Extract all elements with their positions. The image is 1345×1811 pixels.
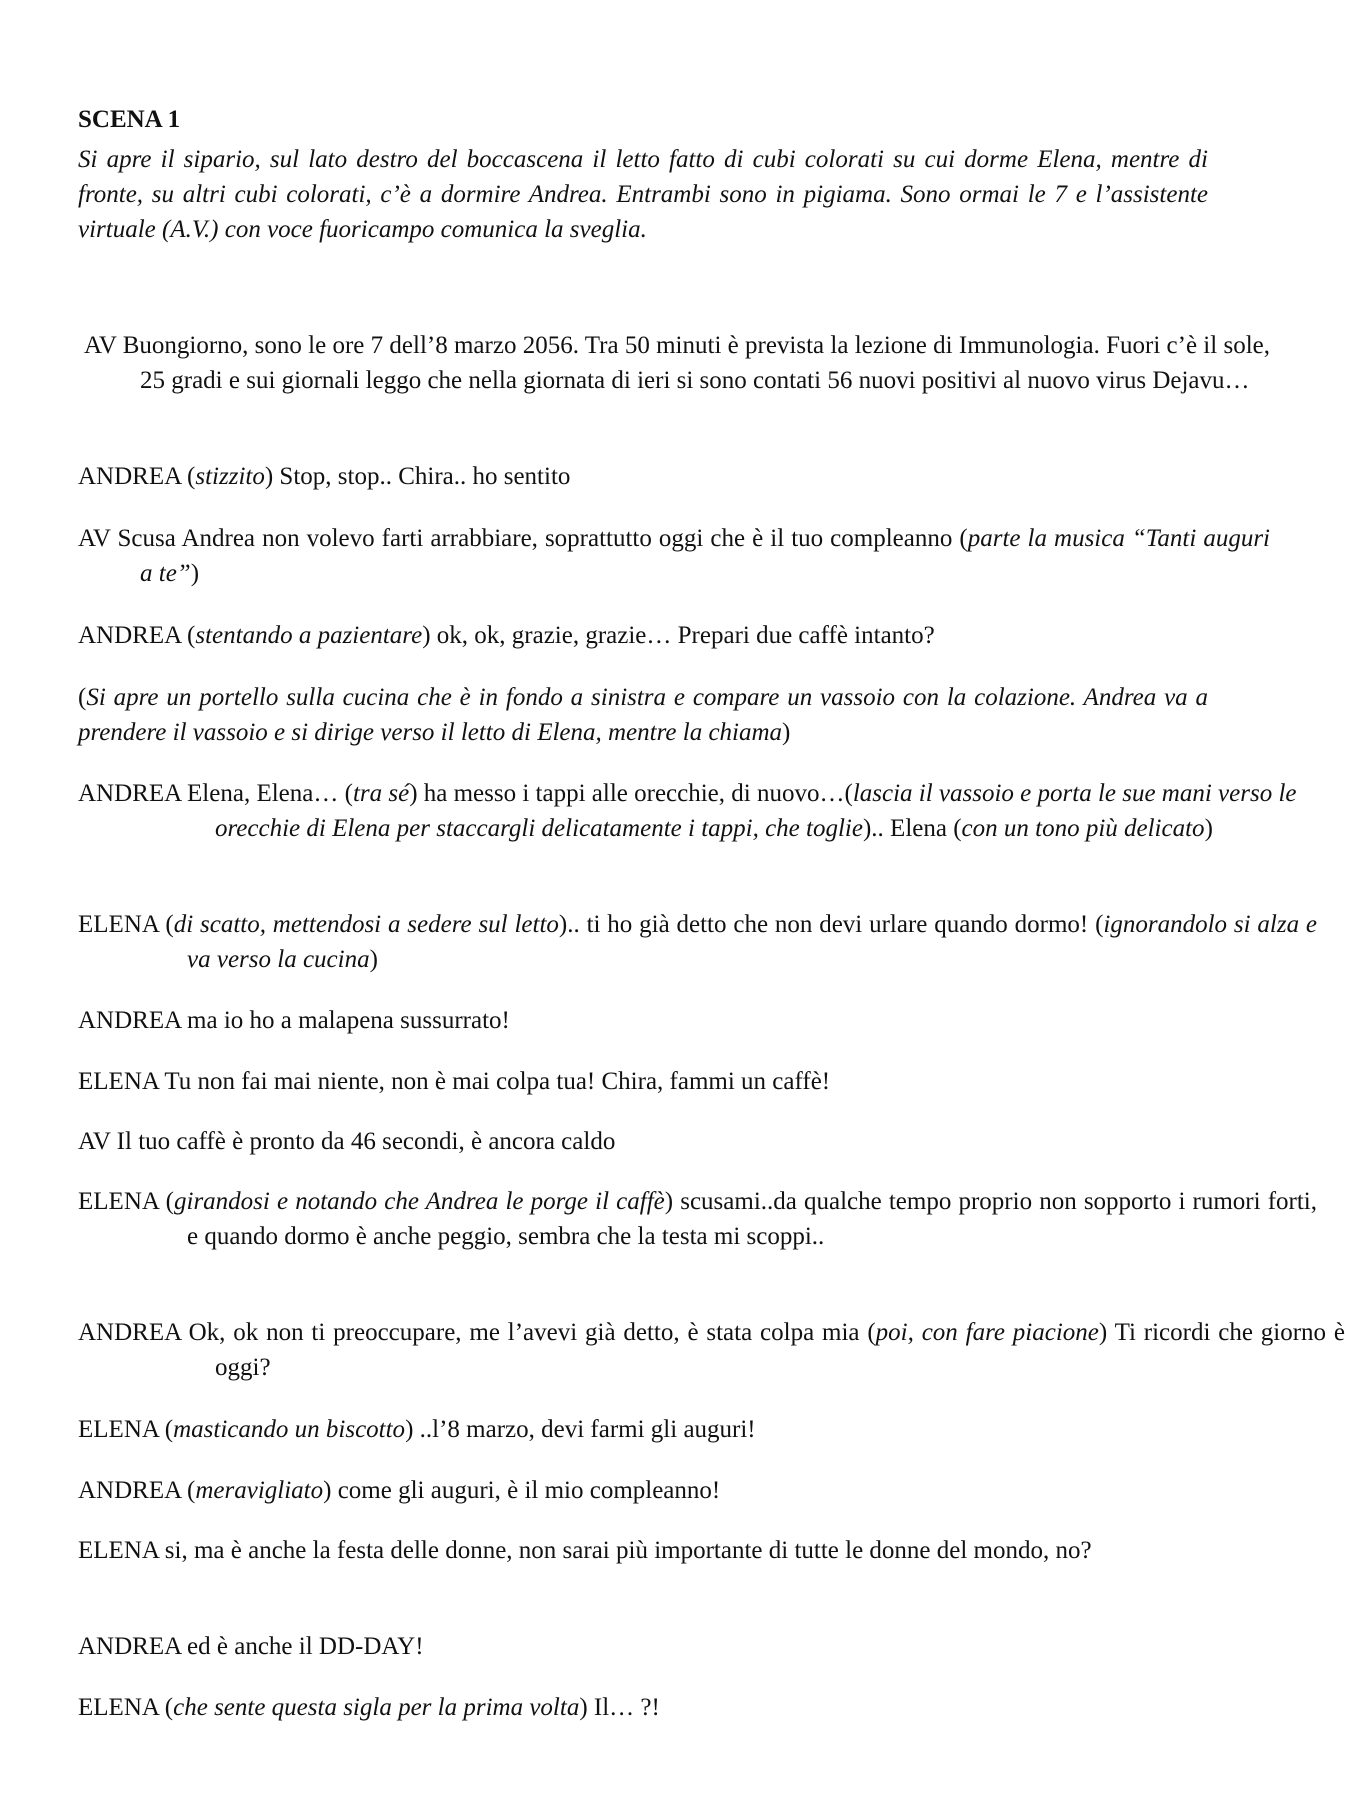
line-text: ANDREA ma io ho a malapena sussurrato! — [78, 1007, 510, 1034]
line-text: ANDREA ( — [78, 1477, 196, 1504]
line-andrea-4 — [78, 1003, 1208, 1038]
stage-direction: lascia il vassoio e porta le sue mani verso le orecchie di Elena per staccargli delicatamente i tappi, che toglie — [215, 780, 1297, 842]
line-text: ELENA ( — [78, 1416, 174, 1443]
stage-direction: poi, con fare piacione — [875, 1319, 1099, 1346]
stage-direction: di scatto, mettendosi a sedere sul letto — [173, 911, 559, 938]
line-text: ) ok, ok, grazie, grazie… Prepari due caffè intanto? — [422, 622, 935, 649]
line-text: AV Scusa Andrea non volevo farti arrabbiare, soprattutto oggi che è il tuo compleanno ( — [78, 525, 968, 552]
stage-direction: con un tono più delicato — [961, 815, 1205, 842]
line-text: ) — [190, 560, 200, 587]
line-text: ) ..l’8 marzo, devi farmi gli auguri! — [405, 1416, 756, 1443]
line-text: AV Buongiorno, sono le ore 7 dell’8 marzo 2056. Tra 50 minuti è prevista la lezione di Immunologia. Fuori c’è il sole, 25 gradi e sui giornali leggo che nella giornata di ieri si sono contati 56 nuovi positivi al nuovo virus Dejavu… — [84, 332, 1270, 394]
line-andrea-5 — [78, 1315, 1345, 1385]
line-text: ANDREA Elena, Elena… ( — [78, 780, 353, 807]
stage-direction: girandosi e notando che Andrea le porge il caffè — [174, 1188, 665, 1215]
line-text: ) come gli auguri, è il mio compleanno! — [323, 1477, 721, 1504]
line-text: ELENA si, ma è anche la festa delle donne, non sarai più importante di tutte le donne del mondo, no? — [78, 1537, 1092, 1564]
line-av-1 — [78, 328, 1270, 398]
line-text: ELENA ( — [78, 911, 174, 938]
line-text: ) Stop, stop.. Chira.. ho sentito — [264, 463, 571, 490]
line-text: ) — [782, 719, 791, 746]
line-text: ELENA ( — [78, 1694, 174, 1721]
line-elena-6 — [78, 1690, 1208, 1725]
line-text: ) — [369, 946, 378, 973]
stage-direction: meravigliato — [195, 1477, 324, 1504]
line-text: ).. ti ho già detto che non devi urlare quando dormo! ( — [558, 911, 1104, 938]
stage-direction: ignorandolo si alza e va verso la cucina — [187, 911, 1318, 973]
line-andrea-7 — [78, 1629, 1208, 1664]
line-text: ANDREA ( — [78, 463, 196, 490]
line-andrea-3 — [78, 776, 1345, 846]
stage-direction: stizzito — [195, 463, 265, 490]
line-text: ELENA ( — [78, 1188, 174, 1215]
line-text: ANDREA ed è anche il DD-DAY! — [78, 1633, 424, 1660]
line-andrea-1 — [78, 459, 1208, 494]
line-text: ( — [78, 684, 87, 711]
line-elena-3 — [78, 1184, 1317, 1254]
line-text: ANDREA Ok, ok non ti preoccupare, me l’avevi già detto, è stata colpa mia ( — [78, 1319, 876, 1346]
stage-direction: tra sé — [352, 780, 410, 807]
stage-direction: che sente questa sigla per la prima volta — [173, 1694, 580, 1721]
line-av-3 — [78, 1124, 1208, 1159]
stage-direction-kitchen — [78, 680, 1208, 750]
scene-title: SCENA 1 — [78, 106, 181, 133]
stage-direction: stentando a pazientare — [195, 622, 423, 649]
stage-direction: masticando un biscotto — [173, 1416, 406, 1443]
line-av-2 — [78, 521, 1270, 591]
line-text: ).. Elena ( — [862, 815, 962, 842]
line-elena-1 — [78, 907, 1317, 977]
line-text: ANDREA ( — [78, 622, 196, 649]
line-text: ) Ti ricordi che giorno è oggi? — [215, 1319, 1345, 1381]
line-text: AV Il tuo caffè è pronto da 46 secondi, è ancora caldo — [78, 1128, 616, 1155]
line-elena-5 — [78, 1533, 1317, 1568]
line-text: ) Il… ?! — [579, 1694, 660, 1721]
line-andrea-6 — [78, 1473, 1208, 1508]
line-text: ) — [1204, 815, 1213, 842]
opening-stage-direction: Si apre il sipario, sul lato destro del boccascena il letto fatto di cubi colorati su cui dorme Elena, mentre di fronte, su altri cubi colorati, c’è a dormire Andrea. Entrambi sono in pigiama. Sono ormai le 7 e l’assistente virtuale (A.V.) con voce fuoricampo comunica la sveglia. — [78, 146, 1208, 243]
line-text: ) scusami..da qualche tempo proprio non sopporto i rumori forti, e quando dormo è anche peggio, sembra che la testa mi scoppi.. — [187, 1188, 1317, 1250]
line-andrea-2 — [78, 618, 1208, 653]
stage-direction: parte la musica “Tanti auguri a te” — [140, 525, 1271, 587]
line-elena-4 — [78, 1412, 1208, 1447]
line-elena-2 — [78, 1064, 1208, 1099]
line-text: ) ha messo i tappi alle orecchie, di nuovo…( — [409, 780, 853, 807]
stage-direction: Si apre un portello sulla cucina che è in fondo a sinistra e compare un vassoio con la colazione. Andrea va a prendere il vassoio e si dirige verso il letto di Elena, mentre la chiama — [78, 684, 1208, 746]
line-text: ELENA Tu non fai mai niente, non è mai colpa tua! Chira, fammi un caffè! — [78, 1068, 831, 1095]
